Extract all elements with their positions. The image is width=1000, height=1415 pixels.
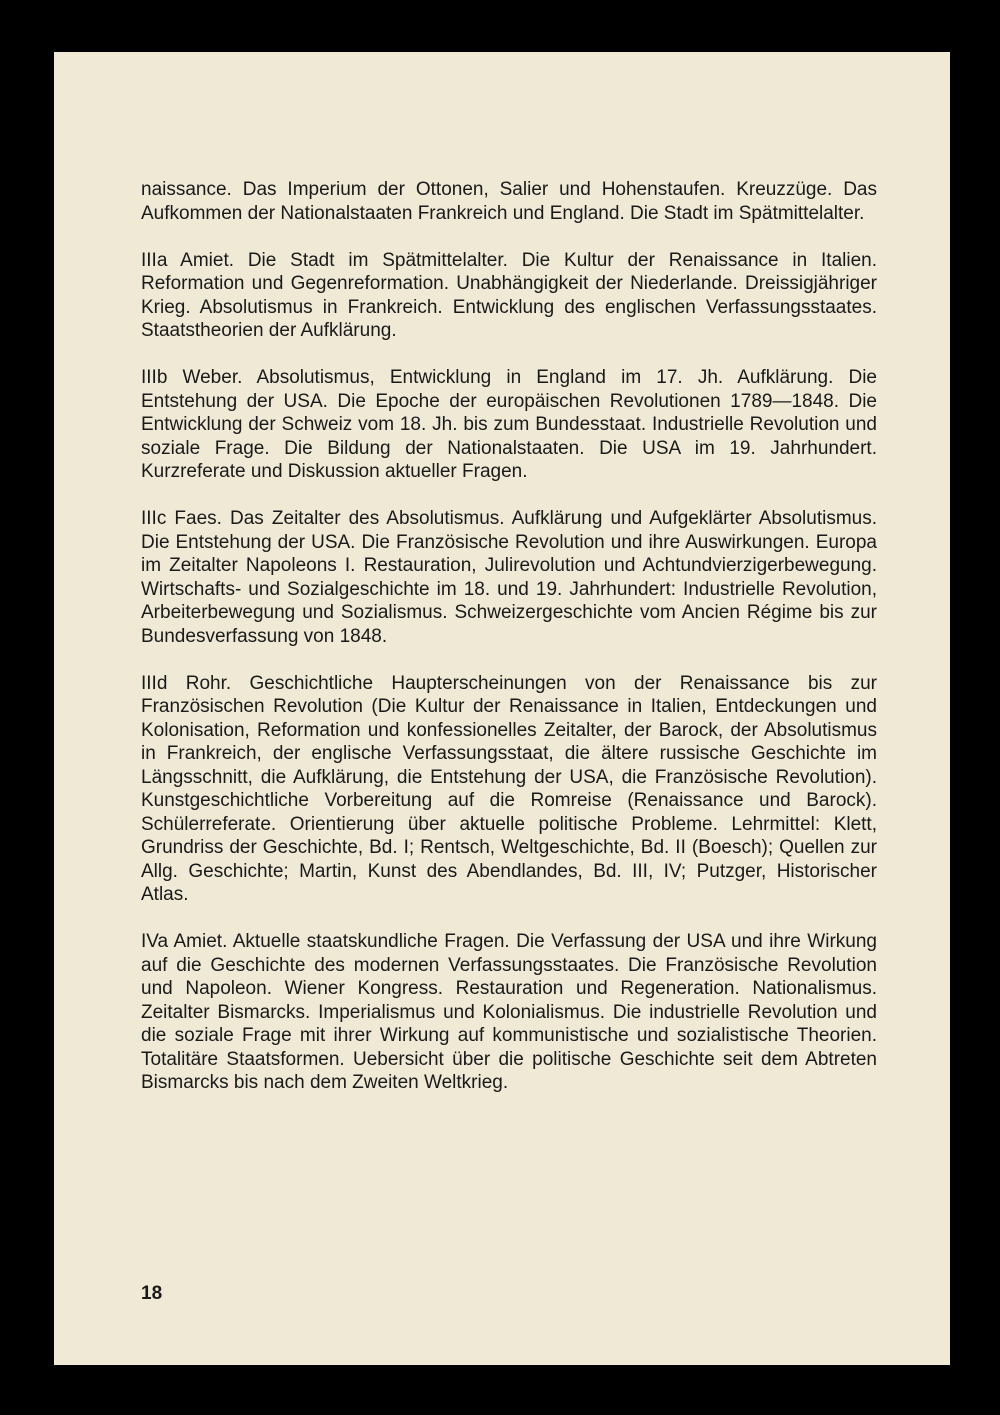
page-number: 18 — [141, 1283, 163, 1304]
text-column — [141, 178, 877, 1118]
paragraph-continuation: naissance. Das Imperium der Ottonen, Salier und Hohenstaufen. Kreuzzüge. Das Aufkommen der Nationalstaaten Frankreich und England. Die Stadt im Spätmittelalter. — [141, 179, 877, 224]
document-page — [54, 52, 950, 1365]
paragraph-class-3c: IIIc Faes. Das Zeitalter des Absolutismus. Aufklärung und Aufgeklärter Absolutismus. Die Entstehung der USA. Die Französische Revolution und ihre Auswirkungen. Europa im Zeitalter Napoleons I. Restauration, Julirevolution und Achtundvierzigerbewegung. Wirtschafts- und Sozialgeschichte im 18. und 19. Jahrhundert: Industrielle Revolution, Arbeiterbewegung und Sozialismus. Schweizergeschichte vom Ancien Régime bis zur Bundesverfassung von 1848. — [141, 508, 877, 647]
paragraph-class-4a: IVa Amiet. Aktuelle staatskundliche Fragen. Die Verfassung der USA und ihre Wirkung auf die Geschichte des modernen Verfassungsstaates. Die Französische Revolution und Napoleon. Wiener Kongress. Restauration und Regeneration. Nationalismus. Zeitalter Bismarcks. Imperialismus und Kolonialismus. Die industrielle Revolution und die soziale Frage mit ihrer Wirkung auf kommunistische und sozialistische Theorien. Totalitäre Staatsformen. Uebersicht über die politische Geschichte seit dem Abtreten Bismarcks bis nach dem Zweiten Weltkrieg. — [141, 931, 877, 1093]
paragraph-class-3d: IIId Rohr. Geschichtliche Haupterscheinungen von der Renaissance bis zur Französischen Revolution (Die Kultur der Renaissance in Italien, Entdeckungen und Kolonisation, Reformation und konfessionelles Zeitalter, der Barock, der Absolutismus in Frankreich, der englische Verfassungsstaat, die ältere russische Geschichte im Längsschnitt, die Aufklärung, die Entstehung der USA, die Französische Revolution). Kunstgeschichtliche Vorbereitung auf die Romreise (Renaissance und Barock). Schülerreferate. Orientierung über aktuelle politische Probleme. Lehrmittel: Klett, Grundriss der Geschichte, Bd. I; Rentsch, Weltgeschichte, Bd. II (Boesch); Quellen zur Allg. Geschichte; Martin, Kunst des Abendlandes, Bd. III, IV; Putzger, Historischer Atlas. — [141, 672, 877, 905]
paragraph-class-3b: IIIb Weber. Absolutismus, Entwicklung in England im 17. Jh. Aufklärung. Die Entstehung der USA. Die Epoche der europäischen Revolutionen 1789—1848. Die Entwicklung der Schweiz vom 18. Jh. bis zum Bundesstaat. Industrielle Revolution und soziale Frage. Die Bildung der Nationalstaaten. Die USA im 19. Jahrhundert. Kurzreferate und Diskussion aktueller Fragen. — [141, 367, 877, 482]
paragraph-class-3a: IIIa Amiet. Die Stadt im Spätmittelalter. Die Kultur der Renaissance in Italien. Reformation und Gegenreformation. Unabhängigkeit der Niederlande. Dreissigjähriger Krieg. Absolutismus in Frankreich. Entwicklung des englischen Verfassungsstaates. Staatstheorien der Aufklärung. — [141, 249, 877, 341]
